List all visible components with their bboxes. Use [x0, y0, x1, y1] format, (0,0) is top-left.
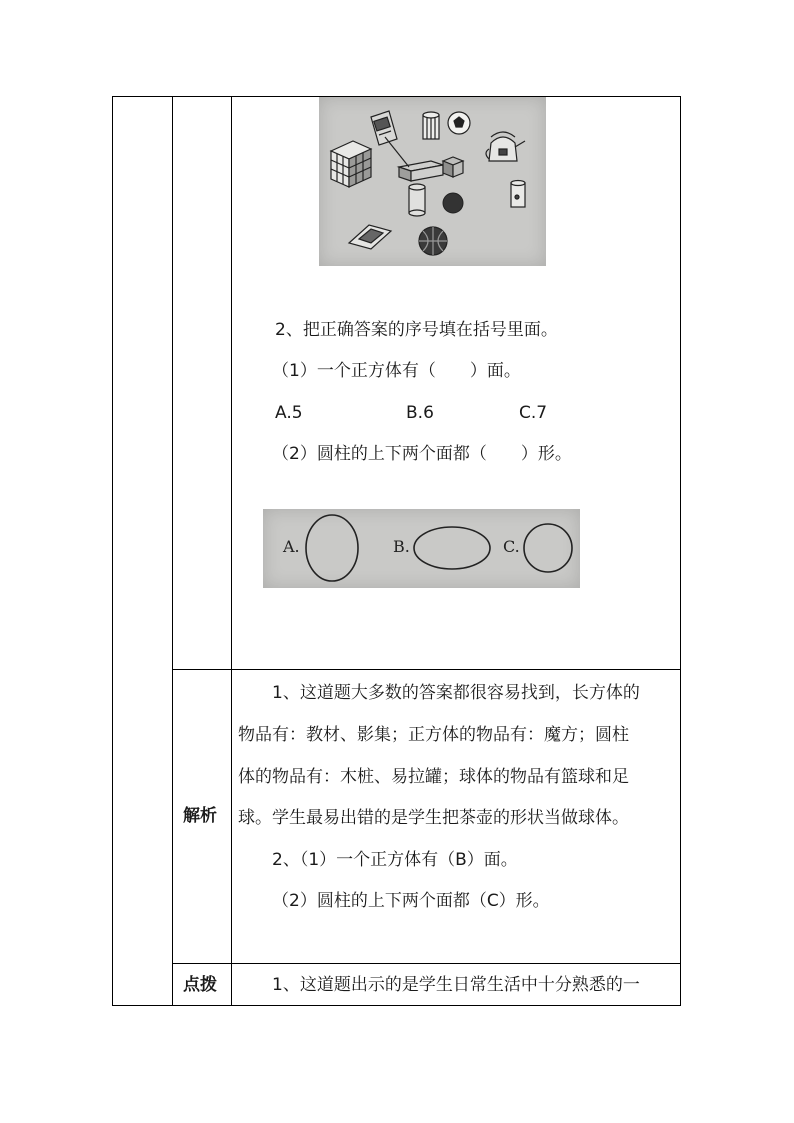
- option-c: C.7: [519, 403, 548, 423]
- column-divider-2: [231, 96, 232, 1006]
- analysis-line-6: （2）圆柱的上下两个面都（C）形。: [272, 891, 550, 911]
- cylinder-image: [409, 184, 425, 216]
- tip-line-1: 1、这道题出示的是学生日常生活中十分熟悉的一: [272, 975, 640, 995]
- option-a: A.5: [275, 403, 303, 423]
- question-2-1: （1）一个正方体有（ ）面。: [272, 361, 521, 381]
- analysis-label: 解析: [183, 806, 217, 826]
- table-right-border: [680, 96, 681, 1006]
- wide-ellipse-shape: [414, 527, 490, 569]
- photo-album-image: [371, 111, 397, 145]
- shape-option-b: B.: [393, 537, 410, 556]
- circle-shape: [524, 524, 572, 572]
- analysis-line-5: 2、（1）一个正方体有（B）面。: [272, 850, 518, 870]
- tall-ellipse-shape: [306, 515, 358, 581]
- tip-label: 点拨: [183, 975, 217, 995]
- table-left-border: [112, 96, 113, 1006]
- soda-can-image: [511, 181, 525, 208]
- analysis-line-1: 1、这道题大多数的答案都很容易找到，长方体的: [272, 683, 640, 703]
- option-b: B.6: [406, 403, 434, 423]
- small-cube-image: [443, 157, 463, 177]
- analysis-line-2: 物品有：教材、影集；正方体的物品有：魔方；圆柱: [238, 725, 629, 745]
- question-2-title: 2、把正确答案的序号填在括号里面。: [275, 320, 558, 340]
- question-2-2: （2）圆柱的上下两个面都（ ）形。: [272, 444, 572, 464]
- shape-option-a: A.: [283, 537, 300, 556]
- shape-option-c: C.: [503, 537, 520, 556]
- objects-photo: [319, 97, 546, 266]
- rubik-cube-image: [331, 141, 371, 187]
- shape-options-photo: [263, 509, 580, 588]
- analysis-row-top-border: [172, 669, 681, 670]
- wooden-stump-image: [423, 112, 439, 139]
- sphere-image: [443, 193, 463, 213]
- textbook-image: [349, 225, 391, 249]
- tip-row-top-border: [172, 963, 681, 964]
- football-image: [448, 112, 470, 134]
- cuboid-image: [385, 137, 443, 181]
- analysis-line-4: 球。学生最易出错的是学生把茶壶的形状当做球体。: [238, 808, 629, 828]
- basketball-image: [419, 227, 447, 255]
- column-divider-1: [172, 96, 173, 1006]
- teapot-image: [486, 132, 525, 161]
- table-bottom-border: [112, 1005, 681, 1006]
- analysis-line-3: 体的物品有：木桩、易拉罐；球体的物品有篮球和足: [238, 767, 629, 787]
